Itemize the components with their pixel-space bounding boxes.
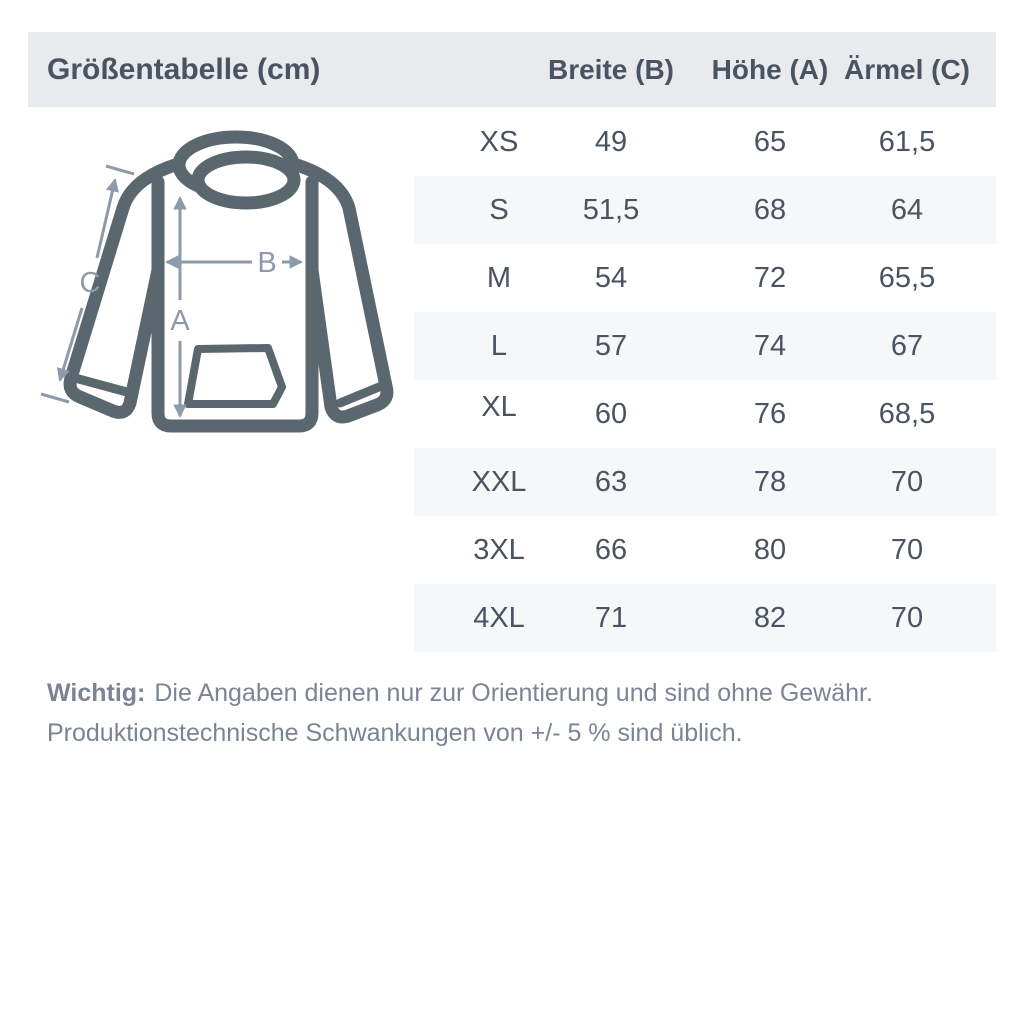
kangaroo-pocket	[188, 348, 282, 404]
column-header-aermel: Ärmel (C)	[843, 54, 970, 85]
hoehe-value: 82	[753, 602, 787, 634]
size-row-s	[414, 176, 996, 244]
size-row-xs	[414, 108, 996, 176]
aermel-value: 65,5	[878, 262, 936, 294]
hood-opening	[198, 157, 294, 203]
size-row-xxl	[414, 448, 996, 516]
hoehe-value: 72	[753, 262, 787, 294]
size-row-4xl	[414, 584, 996, 652]
measure-label-b: B	[257, 247, 277, 279]
hoehe-value: 65	[753, 126, 787, 158]
hoehe-value: 78	[753, 466, 787, 498]
page-title: Größentabelle (cm)	[47, 53, 321, 86]
aermel-value: 68,5	[878, 398, 936, 430]
measure-tick-bottom	[41, 394, 69, 402]
measure-label-c: C	[79, 267, 101, 299]
footer-note	[47, 673, 977, 753]
hoehe-value: 68	[753, 194, 787, 226]
size-label: XL	[481, 391, 517, 423]
size-label: L	[490, 330, 508, 362]
breite-value: 54	[594, 262, 628, 294]
size-table	[414, 108, 996, 652]
measure-tick-top	[106, 166, 134, 174]
hoehe-value: 76	[753, 398, 787, 430]
sleeve-right	[287, 162, 387, 417]
breite-value: 49	[594, 126, 628, 158]
footer-note-line1: Die Angaben dienen nur zur Orientierung und sind ohne Gewähr.	[154, 679, 873, 707]
aermel-value: 70	[890, 466, 924, 498]
size-label: S	[489, 194, 509, 226]
aermel-value: 67	[890, 330, 924, 362]
size-label: 4XL	[473, 602, 525, 634]
size-label: 3XL	[473, 534, 525, 566]
size-label: XS	[479, 126, 519, 158]
column-header-breite: Breite (B)	[547, 54, 674, 85]
footer-note-bold: Wichtig:	[47, 679, 146, 707]
hoehe-value: 80	[753, 534, 787, 566]
size-label: M	[486, 262, 512, 294]
cuff-seam-left	[75, 378, 127, 392]
breite-value: 71	[594, 602, 628, 634]
size-label: XXL	[471, 466, 527, 498]
size-row-3xl	[414, 516, 996, 584]
size-row-xl	[414, 380, 996, 448]
footer-note-line2: Produktionstechnische Schwankungen von +/- 5 % sind üblich.	[47, 719, 743, 747]
breite-value: 60	[594, 398, 628, 430]
measure-label-a: A	[170, 305, 190, 337]
aermel-value: 70	[890, 602, 924, 634]
breite-value: 57	[594, 330, 628, 362]
hoodie-diagram-icon	[30, 120, 420, 450]
table-header-band	[28, 32, 996, 107]
column-header-hoehe: Höhe (A)	[711, 54, 829, 85]
aermel-value: 64	[890, 194, 924, 226]
size-row-l	[414, 312, 996, 380]
breite-value: 51,5	[582, 194, 640, 226]
aermel-value: 61,5	[878, 126, 936, 158]
breite-value: 66	[594, 534, 628, 566]
hoehe-value: 74	[753, 330, 787, 362]
aermel-value: 70	[890, 534, 924, 566]
size-row-m	[414, 244, 996, 312]
breite-value: 63	[594, 466, 628, 498]
